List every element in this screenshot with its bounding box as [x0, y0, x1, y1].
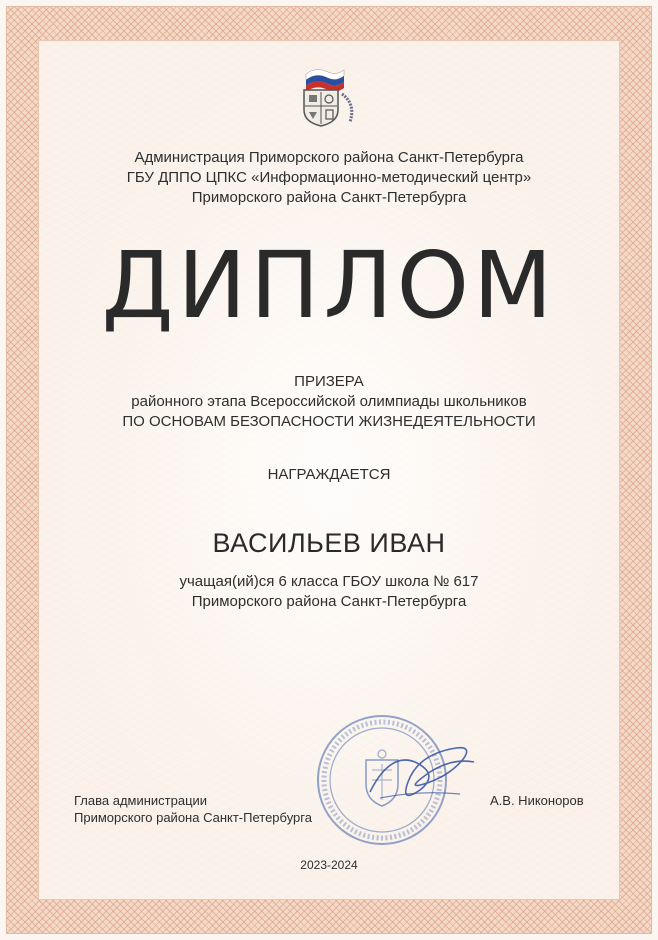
recipient-school [0, 572, 658, 612]
diploma-title: ДИПЛОМ [101, 232, 557, 339]
prize-subject: ПО ОСНОВАМ БЕЗОПАСНОСТИ ЖИЗНЕДЕЯТЕЛЬНОСТИ [122, 413, 536, 430]
recipient-district: Приморского района Санкт-Петербурга [191, 593, 467, 610]
prize-description [0, 372, 658, 432]
recipient-name: ВАСИЛЬЕВ ИВАН [212, 528, 446, 558]
org-line-2: ГБУ ДППО ЦПКС «Информационно-методический центр» [126, 169, 532, 186]
prize-level: ПРИЗЕРА [294, 373, 364, 390]
recipient-class: учащая(ий)ся 6 класса ГБОУ школа № 617 [179, 573, 479, 590]
olympiad-emblem-icon [292, 64, 368, 130]
signatory-name: А.В. Никоноров [490, 793, 584, 808]
org-line-1: Администрация Приморского района Санкт-Петербурга [134, 149, 524, 166]
org-line-3: Приморского района Санкт-Петербурга [191, 189, 467, 206]
academic-year: 2023-2024 [300, 858, 358, 872]
signatory-title-line-1: Глава администрации [74, 793, 208, 808]
prize-stage: районного этапа Всероссийской олимпиады школьников [131, 393, 527, 410]
signatory-title [74, 792, 312, 826]
awarded-label: НАГРАЖДАЕТСЯ [267, 466, 391, 483]
signature-icon [360, 732, 480, 812]
organization-header [0, 148, 658, 208]
signatory-title-line-2: Приморского района Санкт-Петербурга [74, 810, 312, 825]
